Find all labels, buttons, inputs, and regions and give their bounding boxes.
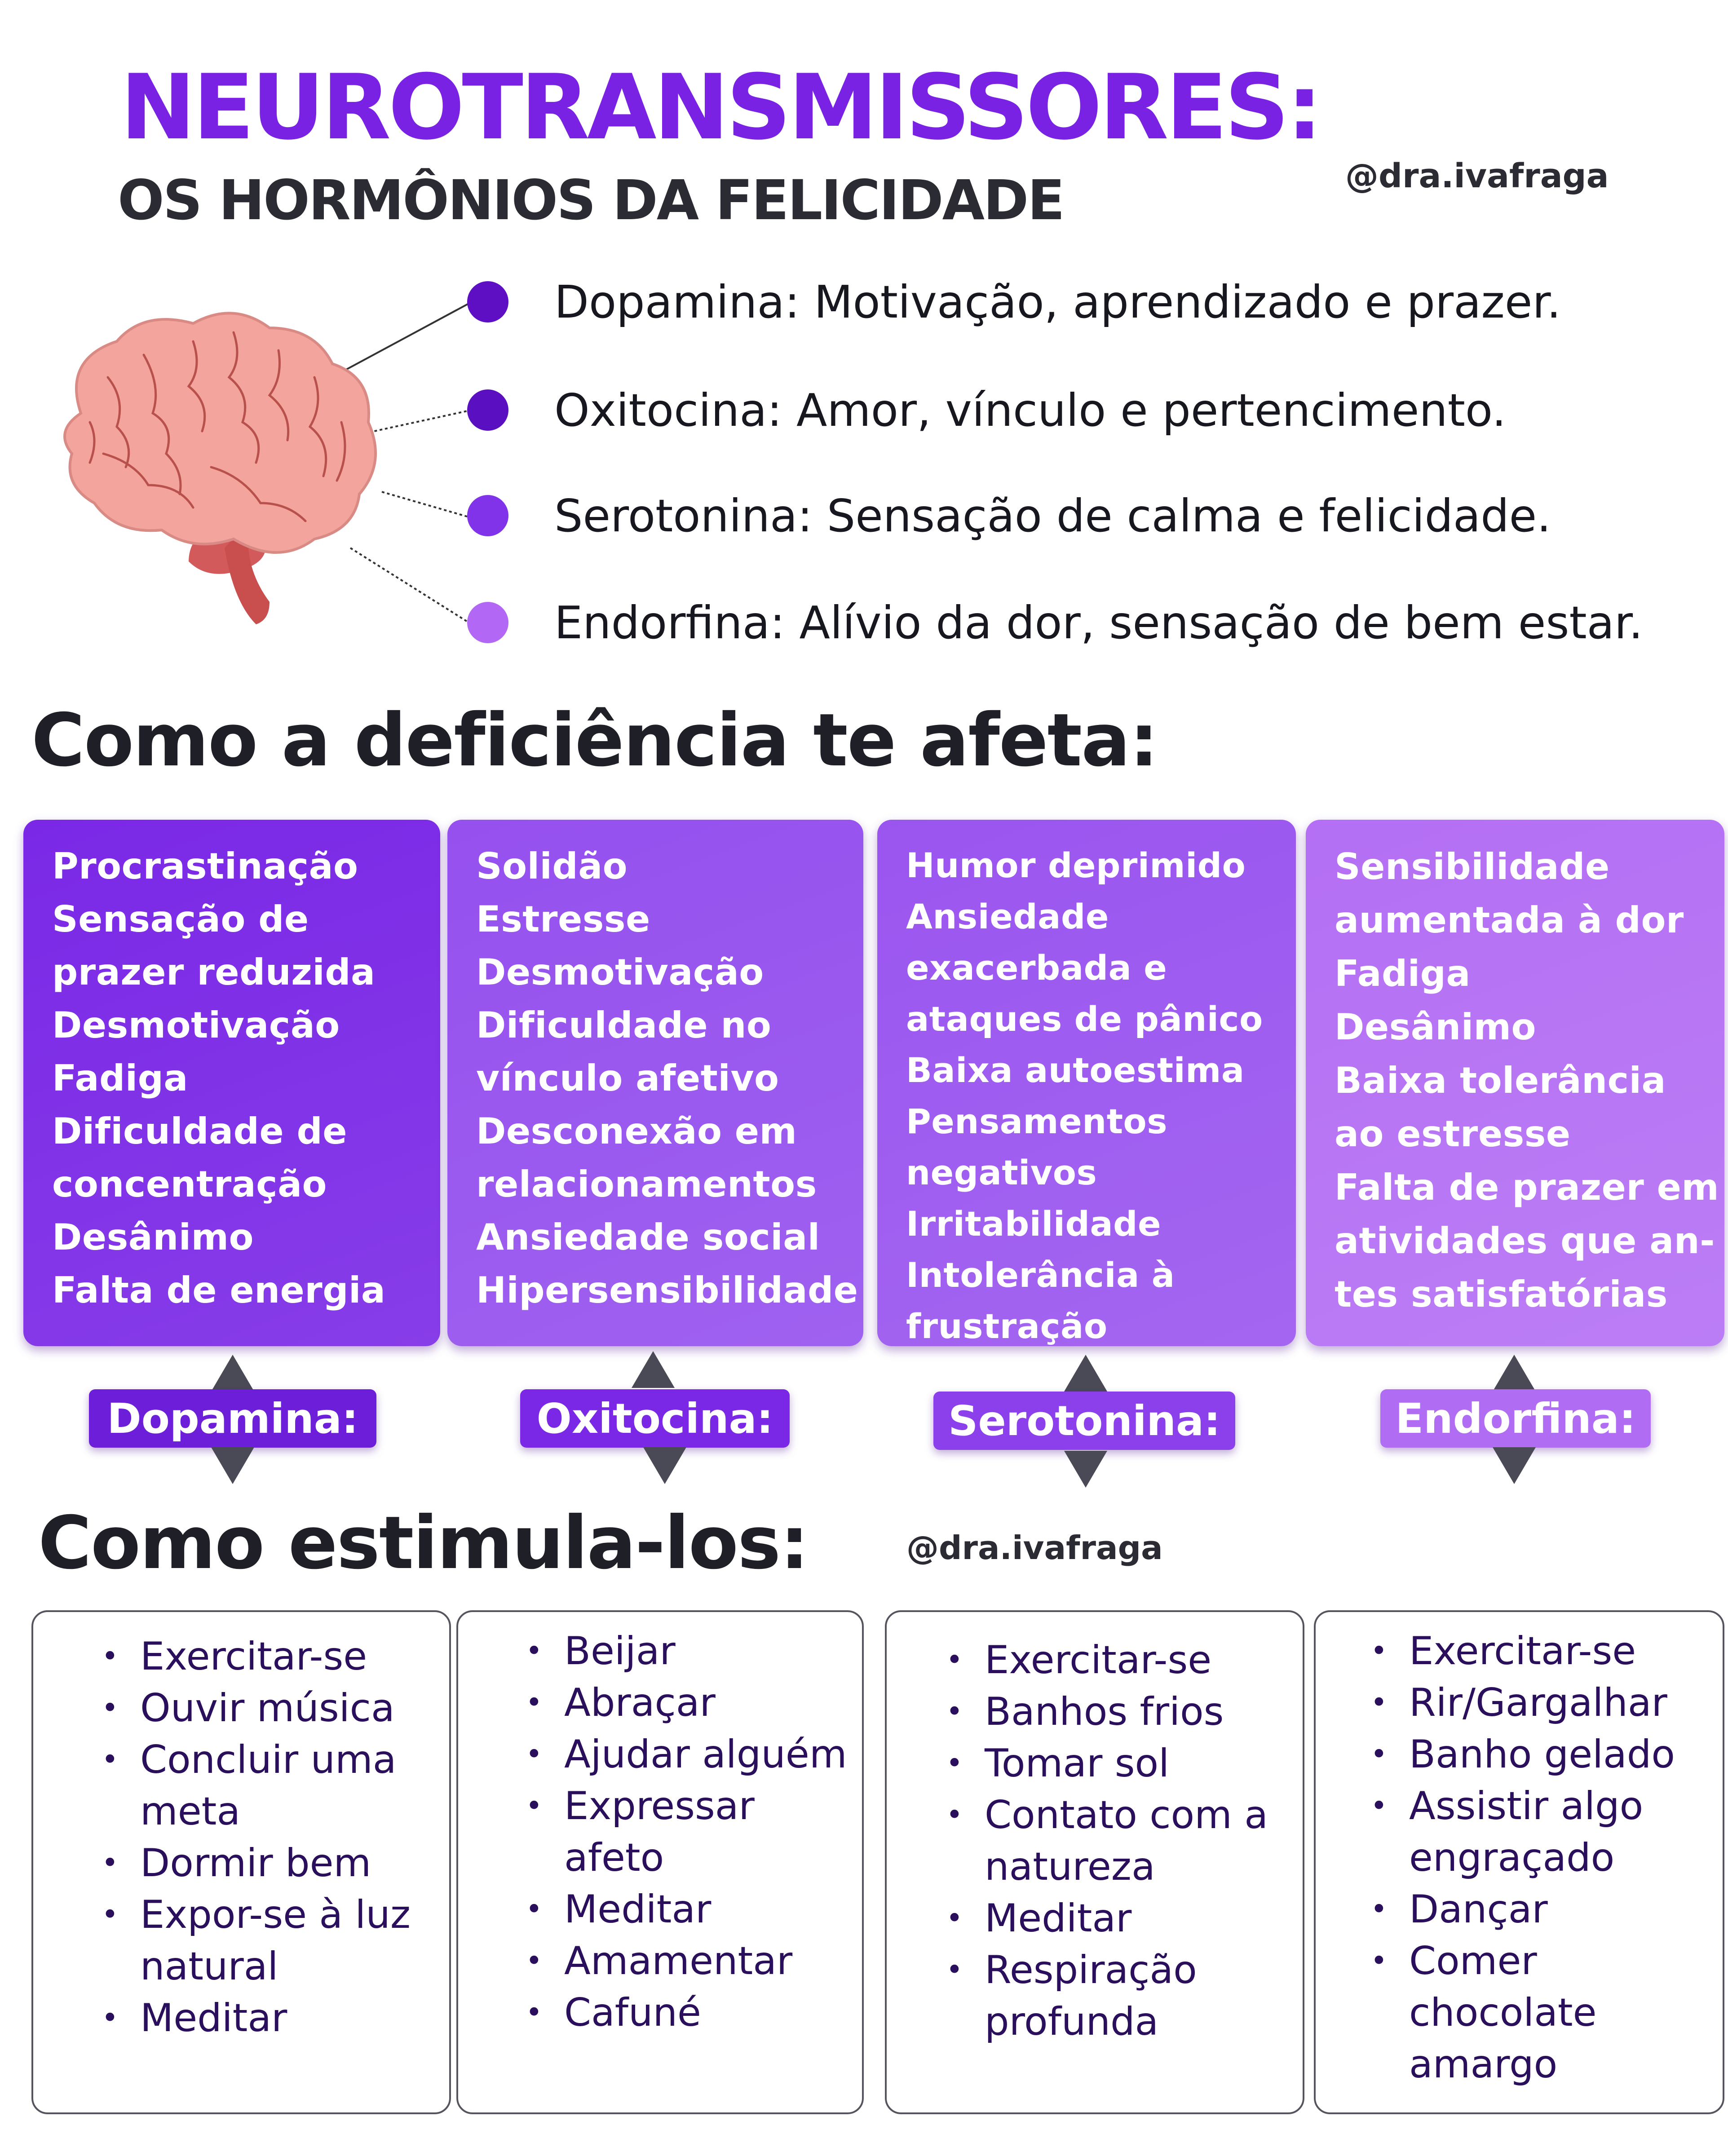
- stimulate-list: [1370, 1626, 1715, 2090]
- stimulate-list: [945, 1635, 1295, 2048]
- stimulate-item: [525, 1729, 857, 1780]
- arrow-down-icon: [1064, 1451, 1107, 1488]
- legend-text-serotonina: Serotonina: Sensação de calma e felicidade.: [554, 489, 1551, 542]
- stimulate-item: [101, 1993, 442, 2044]
- stimulate-item: [1370, 1626, 1715, 1677]
- deficiency-item: tes satisfatórias: [1335, 1273, 1668, 1315]
- legend-row-oxitocina: [467, 379, 1506, 442]
- deficiency-item: Dificuldade de: [52, 1110, 347, 1152]
- dot-endorfina: [467, 602, 508, 643]
- page-subtitle: OS HORMÔNIOS DA FELICIDADE: [118, 168, 1064, 232]
- stimulate-item: [945, 1635, 1295, 1686]
- legend-row-dopamina: [467, 270, 1561, 333]
- stimulate-item: [1370, 1884, 1715, 1935]
- stimulate-item-text: Meditar: [140, 1996, 287, 2041]
- deficiency-item: Intolerância à: [906, 1255, 1175, 1295]
- bullet-icon: •: [1370, 1893, 1388, 1926]
- bullet-icon: •: [1370, 1738, 1388, 1771]
- bullet-icon: •: [946, 1747, 963, 1780]
- stimulate-item: [945, 1789, 1295, 1893]
- dot-oxitocina: [467, 389, 508, 431]
- deficiency-item: negativos: [906, 1153, 1097, 1193]
- stimulate-item-text: Exercitar-se: [1409, 1629, 1636, 1674]
- stimulate-item: [101, 1838, 442, 1889]
- bullet-icon: •: [526, 1893, 543, 1926]
- brain-icon: [65, 313, 376, 624]
- deficiency-item: ao estresse: [1335, 1113, 1571, 1155]
- stimulate-list: [101, 1631, 442, 2044]
- stimulate-item-text: Banhos frios: [985, 1689, 1224, 1734]
- deficiency-item: prazer reduzida: [52, 951, 376, 993]
- arrow-up-icon: [632, 1351, 675, 1388]
- deficiency-item: Fadiga: [52, 1057, 188, 1099]
- stimulate-heading: Como estimula-los:: [38, 1501, 809, 1586]
- stimulate-box-oxitocina: [456, 1610, 864, 2114]
- deficiency-list: [1335, 840, 1719, 1321]
- deficiency-item: Solidão: [476, 845, 628, 887]
- bullet-icon: •: [102, 2001, 119, 2035]
- stimulate-item-text: Beijar: [564, 1629, 676, 1674]
- arrow-up-icon: [1064, 1355, 1107, 1392]
- deficiency-item: Irritabilidade: [906, 1204, 1162, 1244]
- stimulate-item-text: Ajudar alguém: [564, 1732, 847, 1777]
- bullet-icon: •: [526, 1789, 543, 1823]
- deficiency-box-dopamina: [23, 820, 440, 1346]
- deficiency-item: Desmotivação: [52, 1004, 340, 1046]
- bullet-icon: •: [102, 1898, 119, 1931]
- deficiency-item: Desânimo: [1335, 1006, 1536, 1048]
- bullet-icon: •: [1370, 1789, 1388, 1823]
- deficiency-item: Baixa tolerância: [1335, 1060, 1666, 1101]
- stimulate-item-text: Expressar afeto: [564, 1784, 755, 1880]
- arrow-up-icon: [211, 1355, 254, 1392]
- bullet-icon: •: [1370, 1635, 1388, 1668]
- deficiency-heading: Como a deficiência te afeta:: [31, 698, 1158, 783]
- deficiency-list: [476, 840, 858, 1317]
- stimulate-item: [1370, 1780, 1715, 1884]
- dot-serotonina: [467, 495, 508, 536]
- stimulate-item-text: Amamentar: [564, 1939, 793, 1984]
- bullet-icon: •: [946, 1798, 963, 1832]
- deficiency-item: ataques de pânico: [906, 999, 1263, 1039]
- stimulate-box-dopamina: [31, 1610, 451, 2114]
- deficiency-box-serotonina: [877, 820, 1296, 1346]
- arrow-up-icon: [1493, 1355, 1536, 1392]
- deficiency-box-oxitocina: [447, 820, 863, 1346]
- bullet-icon: •: [526, 1635, 543, 1668]
- deficiency-item: Ansiedade: [906, 897, 1109, 937]
- deficiency-item: Desmotivação: [476, 951, 764, 993]
- stimulate-item-text: Exercitar-se: [985, 1638, 1212, 1683]
- stimulate-item-text: Tomar sol: [985, 1741, 1170, 1786]
- label-endorfina: Endorfina:: [1380, 1389, 1651, 1448]
- deficiency-item: Hipersensibilidade: [476, 1269, 858, 1311]
- stimulate-item: [525, 1780, 857, 1884]
- stimulate-item: [945, 1686, 1295, 1738]
- stimulate-item: [101, 1734, 442, 1838]
- brain-illustration: [0, 252, 539, 656]
- legend-row-serotonina: [467, 484, 1551, 547]
- stimulate-item-text: Meditar: [985, 1896, 1132, 1941]
- stimulate-item: [101, 1889, 442, 1993]
- deficiency-item: exacerbada e: [906, 948, 1167, 988]
- deficiency-item: Baixa autoestima: [906, 1050, 1245, 1090]
- deficiency-item: Fadiga: [1335, 953, 1471, 994]
- bullet-icon: •: [1370, 1944, 1388, 1978]
- stimulate-item-text: Rir/Gargalhar: [1409, 1680, 1667, 1725]
- deficiency-item: Humor deprimido: [906, 845, 1246, 885]
- legend-text-dopamina: Dopamina: Motivação, aprendizado e prazer.: [554, 275, 1561, 328]
- deficiency-item: Sensibilidade: [1335, 846, 1610, 888]
- stimulate-item-text: Concluir uma meta: [140, 1737, 397, 1834]
- deficiency-item: Sensação de: [52, 898, 309, 940]
- stimulate-list: [525, 1626, 857, 2039]
- stimulate-item-text: Comer chocolate amargo: [1409, 1939, 1597, 2087]
- author-handle: @dra.ivafraga: [1345, 157, 1609, 195]
- deficiency-box-endorfina: [1306, 820, 1724, 1346]
- deficiency-item: atividades que an-: [1335, 1220, 1715, 1262]
- label-dopamina: Dopamina:: [89, 1389, 376, 1448]
- stimulate-item: [945, 1738, 1295, 1789]
- stimulate-item: [525, 1626, 857, 1677]
- stimulate-item-text: Abraçar: [564, 1680, 716, 1725]
- page-title: NEUROTRANSMISSORES:: [120, 55, 1320, 160]
- stimulate-item: [101, 1631, 442, 1683]
- legend-text-endorfina: Endorfina: Alívio da dor, sensação de bem estar.: [554, 596, 1643, 649]
- stimulate-item: [525, 1987, 857, 2039]
- dot-dopamina: [467, 281, 508, 323]
- stimulate-item: [1370, 1729, 1715, 1780]
- label-oxitocina: Oxitocina:: [520, 1389, 790, 1448]
- deficiency-item: Estresse: [476, 898, 650, 940]
- deficiency-list: [52, 840, 431, 1317]
- bullet-icon: •: [526, 1944, 543, 1978]
- stimulate-item-text: Assistir algo engraçado: [1409, 1784, 1644, 1880]
- stimulate-item-text: Ouvir música: [140, 1686, 395, 1731]
- stimulate-item-text: Dormir bem: [140, 1841, 371, 1886]
- bullet-icon: •: [102, 1847, 119, 1880]
- stimulate-item: [945, 1893, 1295, 1944]
- deficiency-item: concentração: [52, 1163, 327, 1205]
- deficiency-item: Dificuldade no: [476, 1004, 772, 1046]
- stimulate-item: [945, 1944, 1295, 2048]
- stimulate-box-endorfina: [1314, 1610, 1724, 2114]
- bullet-icon: •: [102, 1743, 119, 1776]
- legend-row-endorfina: [467, 591, 1643, 654]
- stimulate-item: [525, 1884, 857, 1935]
- deficiency-item: Desânimo: [52, 1216, 254, 1258]
- deficiency-item: Falta de energia: [52, 1269, 386, 1311]
- stimulate-item-text: Cafuné: [564, 1990, 701, 2035]
- stimulate-item-text: Dançar: [1409, 1887, 1548, 1932]
- bullet-icon: •: [102, 1692, 119, 1725]
- stimulate-item-text: Exercitar-se: [140, 1634, 367, 1679]
- stimulate-item-text: Meditar: [564, 1887, 712, 1932]
- arrow-down-icon: [211, 1447, 254, 1484]
- stimulate-item-text: Expor-se à luz natural: [140, 1892, 411, 1989]
- deficiency-list: [906, 840, 1287, 1352]
- stimulate-item-text: Banho gelado: [1409, 1732, 1675, 1777]
- deficiency-item: relacionamentos: [476, 1163, 817, 1205]
- bullet-icon: •: [526, 1738, 543, 1771]
- label-serotonina: Serotonina:: [933, 1392, 1235, 1450]
- stimulate-item: [525, 1935, 857, 1987]
- deficiency-item: Falta de prazer em: [1335, 1166, 1719, 1208]
- arrow-down-icon: [643, 1447, 686, 1484]
- stimulate-item: [1370, 1935, 1715, 2090]
- stimulate-item-text: Contato com a natureza: [985, 1793, 1268, 1889]
- stimulate-item: [1370, 1677, 1715, 1729]
- bullet-icon: •: [946, 1953, 963, 1987]
- stimulate-box-serotonina: [885, 1610, 1304, 2114]
- stimulate-item-text: Respiração profunda: [985, 1948, 1197, 2044]
- bullet-icon: •: [102, 1640, 119, 1673]
- bullet-icon: •: [946, 1644, 963, 1677]
- bullet-icon: •: [946, 1695, 963, 1728]
- deficiency-item: Ansiedade social: [476, 1216, 820, 1258]
- stimulate-item: [101, 1683, 442, 1734]
- author-handle-secondary: @dra.ivafraga: [906, 1529, 1163, 1567]
- deficiency-item: Desconexão em: [476, 1110, 797, 1152]
- deficiency-item: Pensamentos: [906, 1101, 1167, 1141]
- bullet-icon: •: [946, 1902, 963, 1935]
- bullet-icon: •: [526, 1996, 543, 2029]
- stimulate-item: [525, 1677, 857, 1729]
- deficiency-item: Procrastinação: [52, 845, 358, 887]
- bullet-icon: •: [526, 1686, 543, 1719]
- legend-text-oxitocina: Oxitocina: Amor, vínculo e pertencimento.: [554, 384, 1507, 437]
- arrow-down-icon: [1493, 1447, 1536, 1484]
- deficiency-item: vínculo afetivo: [476, 1057, 779, 1099]
- bullet-icon: •: [1370, 1686, 1388, 1719]
- deficiency-item: frustração: [906, 1306, 1108, 1346]
- deficiency-item: aumentada à dor: [1335, 899, 1684, 941]
